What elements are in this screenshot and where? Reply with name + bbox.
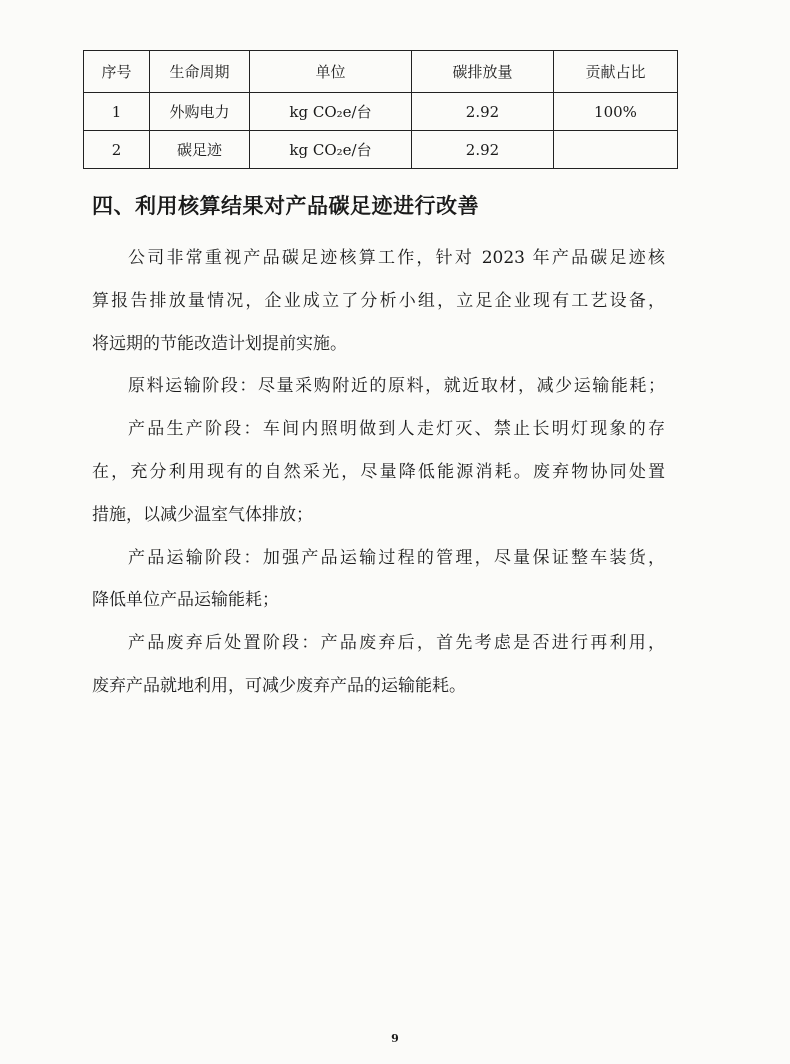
section-heading: 四、利用核算结果对产品碳足迹进行改善 [92, 194, 479, 218]
header-cell: 贡献占比 [554, 51, 678, 93]
text-line: 在，充分利用现有的自然采光，尽量降低能源消耗。废弃物协同处置 [92, 461, 665, 482]
cell: 1 [84, 93, 150, 131]
body-text [92, 240, 665, 711]
header-cell: 碳排放量 [412, 51, 554, 93]
text-line: 产品废弃后处置阶段：产品废弃后，首先考虑是否进行再利用， [128, 633, 665, 654]
cell: 碳足迹 [150, 131, 250, 169]
text-line: 原料运输阶段：尽量采购附近的原料，就近取材，减少运输能耗； [128, 376, 665, 397]
page-number: 9 [391, 1032, 399, 1045]
text-line: 降低单位产品运输能耗； [92, 590, 279, 611]
text-line: 措施，以减少温室气体排放； [92, 504, 313, 525]
text-line: 算报告排放量情况，企业成立了分析小组，立足企业现有工艺设备， [92, 290, 665, 311]
text-line: 将远期的节能改造计划提前实施。 [92, 333, 347, 354]
text-line: 公司非常重视产品碳足迹核算工作，针对 2023 年产品碳足迹核 [128, 248, 665, 268]
header-cell: 单位 [250, 51, 412, 93]
header-cell: 序号 [84, 51, 150, 93]
cell [554, 131, 678, 169]
cell: kg CO₂e/台 [250, 131, 412, 169]
cell: 2.92 [412, 131, 554, 169]
table-header-row [84, 51, 678, 93]
table-row [84, 131, 678, 169]
text-line: 废弃产品就地利用，可减少废弃产品的运输能耗。 [92, 675, 466, 696]
cell: 2.92 [412, 93, 554, 131]
text-line: 产品生产阶段：车间内照明做到人走灯灭、禁止长明灯现象的存 [128, 419, 665, 440]
cell: 外购电力 [150, 93, 250, 131]
cell: kg CO₂e/台 [250, 93, 412, 131]
header-cell: 生命周期 [150, 51, 250, 93]
emission-table [83, 50, 678, 169]
cell: 2 [84, 131, 150, 169]
text-line: 产品运输阶段：加强产品运输过程的管理，尽量保证整车装货， [128, 547, 665, 568]
cell: 100% [554, 93, 678, 131]
table-row [84, 93, 678, 131]
